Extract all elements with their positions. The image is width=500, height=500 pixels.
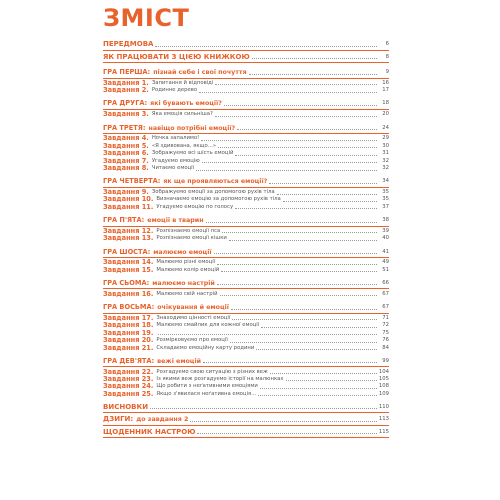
- toc-entry-game[interactable]: [103, 247, 389, 256]
- entry-label: Завдання 14.: [103, 258, 154, 267]
- page-number: 17: [382, 87, 389, 94]
- entry-description: Читаємо емоції: [151, 165, 195, 171]
- toc-game-section: [103, 302, 389, 351]
- toc-entry-game[interactable]: [103, 176, 389, 185]
- entry-description: Малюємо смайлик для кожної емоції: [156, 322, 260, 329]
- page-number: 84: [382, 344, 389, 351]
- dot-leader: [231, 309, 377, 310]
- dot-leader: [155, 46, 377, 47]
- page-number: 6: [385, 41, 389, 47]
- entry-subtitle: емоції в тварин: [147, 217, 204, 225]
- toc-entry-game[interactable]: [103, 356, 389, 365]
- entry-label: Завдання 22.: [103, 367, 154, 376]
- entry-description: «Я здивована, якщо...»: [151, 142, 217, 149]
- dot-leader: [235, 208, 377, 209]
- page-number: 66: [382, 279, 389, 286]
- toc-entry-task[interactable]: [103, 203, 389, 210]
- toc-entry-task[interactable]: [103, 235, 389, 242]
- entry-subtitle: до завдання 2: [136, 416, 189, 424]
- dot-leader: [230, 342, 377, 343]
- page-number: 37: [382, 203, 389, 210]
- toc-intro: [103, 39, 389, 63]
- entry-description: Розмірковуємо про емоції: [156, 337, 228, 344]
- entry-subtitle: очікування й емоції: [157, 304, 229, 312]
- entry-label: Завдання 11.: [103, 202, 154, 211]
- dot-leader: [249, 74, 377, 75]
- dot-leader: [215, 84, 377, 85]
- toc-game-section: [103, 278, 389, 298]
- toc-entry-how-to[interactable]: [103, 52, 389, 61]
- dot-leader: [217, 264, 377, 265]
- page-number: 110: [378, 403, 389, 410]
- entry-label: ГРА ДЕВ'ЯТА:: [103, 356, 155, 365]
- dot-leader: [218, 147, 377, 148]
- entry-description: Знаходимо цінності емоції: [156, 314, 231, 321]
- entry-label: ГРА ТРЕТЯ:: [103, 123, 146, 132]
- dot-leader: [261, 327, 377, 328]
- dot-leader: [220, 295, 377, 296]
- dot-leader: [260, 388, 377, 389]
- toc-entry-game[interactable]: [103, 98, 389, 107]
- dot-leader: [201, 140, 377, 141]
- entry-label: Завдання 5.: [103, 141, 149, 150]
- entry-label: Завдання 1.: [103, 78, 149, 87]
- page-number: 34: [382, 178, 389, 185]
- entry-label: ПЕРЕДМОВА: [103, 40, 154, 48]
- page-number: 24: [382, 124, 389, 131]
- dot-leader: [283, 201, 377, 202]
- toc-entry-task[interactable]: [103, 87, 389, 94]
- entry-description: Ночка запалимо!: [151, 135, 200, 142]
- entry-label: Завдання 23.: [103, 374, 154, 383]
- entry-label: Завдання 2.: [103, 86, 149, 95]
- page-number: 41: [382, 248, 389, 255]
- dot-leader: [196, 170, 377, 171]
- page-number: 30: [382, 142, 389, 149]
- page-number: 39: [382, 227, 389, 234]
- dot-leader: [197, 433, 376, 434]
- dot-leader: [215, 116, 377, 117]
- entry-description: Запитання й відповіді: [151, 79, 214, 86]
- toc-entry-task[interactable]: [103, 111, 389, 118]
- entry-label: ГРА СЬОМА:: [103, 278, 150, 287]
- divider: [103, 412, 389, 413]
- entry-label: Завдання 25.: [103, 389, 154, 398]
- dot-leader: [232, 319, 377, 320]
- toc-outro: [103, 402, 389, 439]
- toc-game-section: [103, 176, 389, 211]
- page-number: 38: [382, 217, 389, 224]
- dot-leader: [150, 408, 377, 409]
- entry-label: ГРА ВОСЬМА:: [103, 303, 155, 312]
- entry-label: Завдання 18.: [103, 321, 154, 330]
- entry-label: Завдання 19.: [103, 328, 154, 337]
- dot-leader: [202, 162, 377, 163]
- entry-label: Завдання 4.: [103, 134, 149, 143]
- page-number: 8: [385, 53, 389, 60]
- table-of-contents: [103, 39, 389, 443]
- page-number: 108: [378, 383, 389, 390]
- entry-description: Якщо з'явилася неґативна емоція...: [156, 390, 257, 397]
- page-number: 49: [382, 259, 389, 266]
- toc-entry-game[interactable]: [103, 302, 389, 311]
- games-list: [103, 67, 389, 398]
- toc-game-section: [103, 215, 389, 242]
- page-number: 32: [382, 157, 389, 164]
- page-number: 67: [382, 290, 389, 297]
- dot-leader: [256, 349, 377, 350]
- dot-leader: [286, 380, 377, 381]
- toc-entry-task[interactable]: [103, 344, 389, 351]
- entry-description: Яка емоція сильніша?: [151, 111, 213, 118]
- entry-label: Завдання 10.: [103, 195, 154, 204]
- entry-subtitle: навіщо потрібні емоції?: [148, 124, 236, 132]
- entry-subtitle: які бувають емоції?: [150, 100, 222, 108]
- entry-label: ЩОДЕННИК НАСТРОЮ: [103, 427, 196, 436]
- page-number: 31: [382, 150, 389, 157]
- entry-description: Родинне дерево: [151, 87, 198, 94]
- toc-entry-task[interactable]: [103, 290, 389, 297]
- divider: [103, 62, 389, 63]
- dot-leader: [158, 334, 377, 335]
- toc-entry-task[interactable]: [103, 165, 389, 172]
- dot-leader: [252, 58, 377, 59]
- dot-leader: [224, 105, 377, 106]
- entry-label: Завдання 6.: [103, 149, 149, 158]
- toc-entry-game[interactable]: [103, 215, 389, 224]
- dot-leader: [277, 194, 377, 195]
- page-number: 67: [382, 304, 389, 311]
- page-number: 35: [382, 189, 389, 196]
- entry-label: ГРА ЧЕТВЕРТА:: [103, 177, 161, 186]
- entry-description: Угадуємо емоцію: [151, 157, 200, 164]
- page-number: 32: [382, 165, 389, 171]
- divider: [103, 437, 389, 438]
- dot-leader: [269, 183, 377, 184]
- entry-label: Завдання 8.: [103, 164, 149, 172]
- entry-label: Завдання 15.: [103, 265, 154, 274]
- page-number: 113: [378, 416, 389, 423]
- toc-entry-task[interactable]: [103, 266, 389, 273]
- dot-leader: [203, 362, 377, 363]
- page-number: 76: [382, 337, 389, 344]
- entry-description: Що робити з неґативними емоціями: [156, 383, 258, 390]
- page-number: 115: [378, 428, 389, 435]
- entry-description: Розгадуємо свою ситуацію з різних веж: [156, 368, 268, 375]
- toc-entry-preface[interactable]: [103, 39, 389, 48]
- dot-leader: [270, 373, 377, 374]
- entry-label: Завдання 24.: [103, 382, 154, 391]
- page-title: ЗМІСТ: [103, 4, 190, 32]
- toc-game-section: [103, 123, 389, 172]
- dot-leader: [229, 240, 377, 241]
- dot-leader: [214, 253, 377, 254]
- dot-leader: [258, 395, 377, 396]
- page-number: 71: [382, 314, 389, 321]
- entry-label: ЯК ПРАЦЮВАТИ З ЦІЄЮ КНИЖКОЮ: [103, 52, 250, 61]
- entry-label: Завдання 7.: [103, 156, 149, 165]
- entry-subtitle: малюємо емоції: [153, 248, 212, 256]
- entry-description: Малюємо свій настрій: [156, 290, 218, 297]
- toc-entry-task[interactable]: [103, 390, 389, 397]
- dot-leader: [217, 284, 377, 285]
- entry-label: Завдання 13.: [103, 234, 154, 243]
- entry-label: ГРА П'ЯТА:: [103, 216, 145, 225]
- dot-leader: [222, 232, 377, 233]
- page-number: 51: [382, 266, 389, 273]
- entry-description: Угадуємо емоцію по голосу: [156, 203, 234, 210]
- entry-label: Завдання 12.: [103, 226, 154, 235]
- entry-description: Розпізнаємо емоції кішки: [156, 235, 227, 242]
- entry-label: Завдання 3.: [103, 110, 149, 119]
- entry-subtitle: як ще проявляються емоції?: [163, 178, 268, 186]
- page-number: 40: [382, 235, 389, 242]
- toc-game-section: [103, 356, 389, 398]
- entry-label: Завдання 20.: [103, 336, 154, 345]
- entry-label: Завдання 17.: [103, 313, 154, 322]
- entry-description: Малюємо колір емоцій: [156, 266, 220, 273]
- toc-game-section: [103, 67, 389, 94]
- page-number: 104: [378, 368, 389, 375]
- toc-entry-game[interactable]: [103, 67, 389, 76]
- entry-label: Завдання 9.: [103, 188, 149, 197]
- dot-leader: [199, 92, 377, 93]
- toc-game-section: [103, 98, 389, 118]
- page-number: 72: [382, 322, 389, 329]
- dot-leader: [221, 271, 377, 272]
- entry-label: ДЗИГИ:: [103, 415, 134, 424]
- entry-description: Складаємо емоційну карту родини: [156, 344, 255, 351]
- entry-description: Із якими веж розгадуємо історії на малюнках: [156, 375, 284, 382]
- entry-subtitle: вежі емоцій: [157, 357, 202, 365]
- toc-entry-conclusions[interactable]: [103, 402, 389, 411]
- dot-leader: [235, 155, 377, 156]
- entry-label: Завдання 21.: [103, 343, 154, 352]
- entry-label: ГРА ШОСТА:: [103, 247, 151, 256]
- toc-entry-game[interactable]: [103, 278, 389, 287]
- entry-label: ГРА ДРУГА:: [103, 99, 148, 108]
- entry-subtitle: пізнай себе і свої почуття: [153, 69, 247, 76]
- page-number: 75: [382, 329, 389, 336]
- page-number: 109: [378, 390, 389, 397]
- page-number: 18: [382, 100, 389, 107]
- entry-label: ГРА ПЕРША:: [103, 68, 151, 76]
- toc-game-section: [103, 247, 389, 274]
- page-number: 99: [382, 357, 389, 364]
- toc-entry-spinners[interactable]: [103, 414, 389, 423]
- divider: [103, 50, 389, 51]
- entry-subtitle: малюємо настрій: [152, 279, 215, 287]
- toc-entry-mood-diary[interactable]: [103, 427, 389, 436]
- entry-description: Зображуємо всі шість емоцій: [151, 150, 234, 157]
- entry-description: Розпізнаємо емоції пса: [156, 227, 221, 234]
- entry-description: Визначаємо емоцію за допомогою рухів тіла: [156, 196, 281, 203]
- entry-label: ВИСНОВКИ: [103, 402, 149, 411]
- entry-description: Малюємо різні емоції: [156, 259, 216, 266]
- dot-leader: [190, 421, 377, 422]
- entry-description: Зображуємо емоції за допомогою рухів тіла: [151, 189, 275, 196]
- page-number: 105: [378, 375, 389, 382]
- dot-leader: [206, 222, 377, 223]
- page-number: 35: [382, 196, 389, 203]
- page-number: 16: [382, 79, 389, 86]
- page-number: 20: [382, 111, 389, 118]
- entry-label: Завдання 16.: [103, 289, 154, 298]
- page-number: 9: [385, 69, 389, 75]
- divider: [103, 425, 389, 426]
- page-number: 29: [382, 135, 389, 142]
- dot-leader: [237, 129, 377, 130]
- toc-entry-game[interactable]: [103, 123, 389, 132]
